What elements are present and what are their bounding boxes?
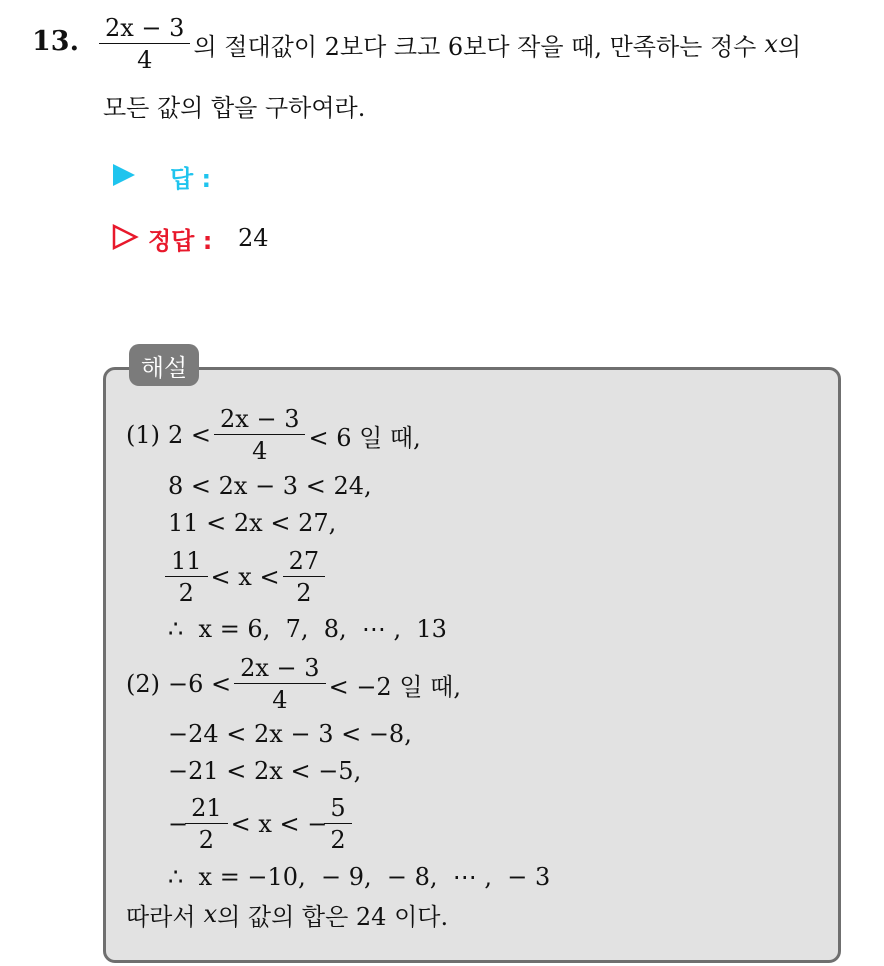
case2-step3 [168,792,355,856]
case2-right: < −2 일 때, [328,672,461,701]
case1-frac-27-2 [286,549,323,605]
case1-condition [126,402,421,468]
case1-step1: 8 < 2x − 3 < 24, [168,472,372,500]
solution-conclusion [126,898,448,930]
question-text-1-end: 의 [777,32,802,61]
question-variable-x: x [764,30,778,58]
case2-fraction-numerator: 2x − 3 [240,654,320,682]
case1-left: 2 < [168,421,212,449]
case2-frac1-denominator: 2 [185,823,228,852]
solution-tab: 해설 [129,344,199,386]
case2-frac-21-2 [188,796,225,852]
question-fraction-denominator: 4 [99,43,190,72]
case2-fraction [237,656,322,712]
case2-frac1-numerator: 21 [191,794,222,822]
case2-condition [126,651,461,717]
case2-mid: < x < − [230,810,328,838]
case2-step1: −24 < 2x − 3 < −8, [168,720,412,748]
answer-play-icon [111,162,137,188]
case1-fraction-numerator: 2x − 3 [220,405,300,433]
case1-prefix: (1) [126,421,160,449]
case2-fraction-denominator: 4 [234,683,325,712]
case1-frac2-numerator: 27 [288,547,320,575]
question-line-1 [102,12,801,76]
correct-answer-label: 정답 : [148,227,213,255]
case1-mid: < x < [210,563,280,591]
case1-frac-11-2 [168,549,205,605]
case1-step2: 11 < 2x < 27, [168,509,337,537]
conclusion-variable-x: x [203,900,218,928]
case1-fraction [217,407,302,463]
case2-left: −6 < [168,670,232,698]
question-line-2: 모든 값의 합을 구하여라. [103,94,366,122]
case1-frac1-denominator: 2 [165,576,208,605]
question-fraction [102,16,187,72]
correct-answer-play-icon [111,223,139,251]
case1-result: ∴ x = 6, 7, 8, ⋯ , 13 [168,615,447,643]
case2-step2: −21 < 2x < −5, [168,757,362,785]
case1-frac1-numerator: 11 [171,547,202,575]
correct-answer-value: 24 [238,224,269,252]
case1-fraction-denominator: 4 [214,434,305,463]
conclusion-post: 의 값의 합은 24 이다. [217,902,449,931]
conclusion-pre: 따라서 [126,902,196,931]
case2-frac-5-2 [327,796,348,852]
case2-result: ∴ x = −10, − 9, − 8, ⋯ , − 3 [168,863,551,891]
case2-prefix: (2) [126,670,160,698]
case2-frac2-numerator: 5 [330,794,346,822]
case1-step3 [168,545,328,609]
case1-right: < 6 일 때, [308,423,421,452]
question-fraction-numerator: 2x − 3 [105,14,185,42]
question-text-1: 의 절대값이 2보다 크고 6보다 작을 때, 만족하는 정수 [193,32,757,61]
case2-frac2-denominator: 2 [324,823,351,852]
case2-minus: − [168,810,189,838]
question-number: 13. [32,26,79,57]
case1-frac2-denominator: 2 [283,576,326,605]
answer-label: 답 : [170,165,212,193]
